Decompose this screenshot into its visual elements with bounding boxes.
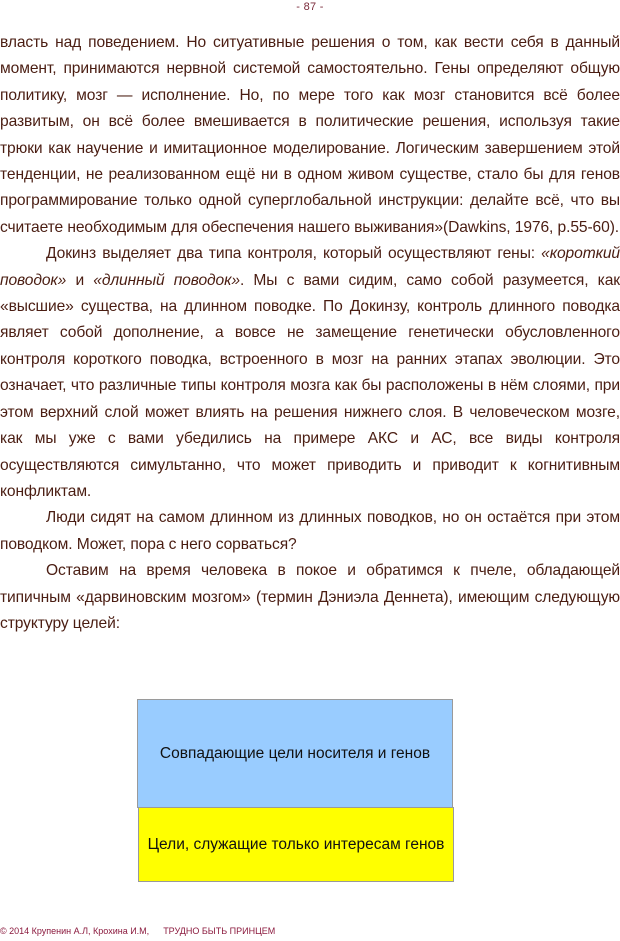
footer [0, 926, 275, 936]
footer-copyright: © 2014 Крупенин А.Л, Крохина И.М, [0, 926, 150, 936]
paragraph-1: власть над поведением. Но ситуативные решения о том, как вести себя в данный момент, принимаются нервной системой самостоятельно. Гены определяют общую политику, мозг — исполнение. Но, по мере того как мозг становится всё более развитым, он всё более вмешивается в политические решения, используя такие трюки как научение и имитационное моделирование. Логическим завершением этой тенденции, не реализованном ещё ни в одном живом существе, стало бы для генов программирование только одной суперглобальной инструкции: делайте всё, что вы считаете необходимым для обеспечения нашего выживания»(Dawkins, 1976, p.55-60). [0, 34, 620, 236]
long-leash-term: «длинный поводок» [93, 271, 240, 289]
gene-only-goals-layer [138, 807, 454, 882]
paragraph-2-rest: . Мы с вами сидим, само собой разумеется, как «высшие» существа, на длинном поводке. По Докинзу, контроль длинного поводка являет собой дополнение, а вовсе не замещение генетически обусловленного контроля короткого поводка, встроенного в мозг на ранних этапах эволюции. Это означает, что различные типы контроля мозга как бы расположены в нём слоями, при этом верхний слой может влиять на решения нижнего слоя. В человеческом мозге, как мы уже с вами убедились на примере АКС и АС, все виды контроля осуществляются симультанно, что может приводить и приводит к когнитивным конфликтам. [0, 271, 620, 500]
paragraph-2-text: Докинз выделяет два типа контроля, который осуществляют гены: [46, 245, 542, 263]
shared-goals-label: Совпадающие цели носителя и генов [159, 745, 431, 762]
paragraph-4: Оставим на время человека в покое и обратимся к пчеле, обладающей типичным «дарвиновским мозгом» (термин Дэниэла Деннета), имеющим следующую структуру целей: [0, 562, 620, 632]
goal-structure-diagram [137, 699, 455, 883]
footer-book-title: ТРУДНО БЫТЬ ПРИНЦЕМ [163, 926, 276, 936]
paragraph-2 [0, 241, 620, 505]
paragraph-2-conjunction: и [66, 271, 94, 289]
body-text [0, 30, 620, 637]
paragraph-3: Люди сидят на самом длинном из длинных поводков, но он остаётся при этом поводком. Может, пора с него сорваться? [0, 509, 620, 553]
shared-goals-layer [137, 699, 453, 808]
gene-only-goals-label: Цели, служащие только интересам генов [147, 835, 445, 853]
short-leash-term: «короткий поводок» [0, 245, 620, 289]
page-number: - 87 - [296, 1, 324, 13]
